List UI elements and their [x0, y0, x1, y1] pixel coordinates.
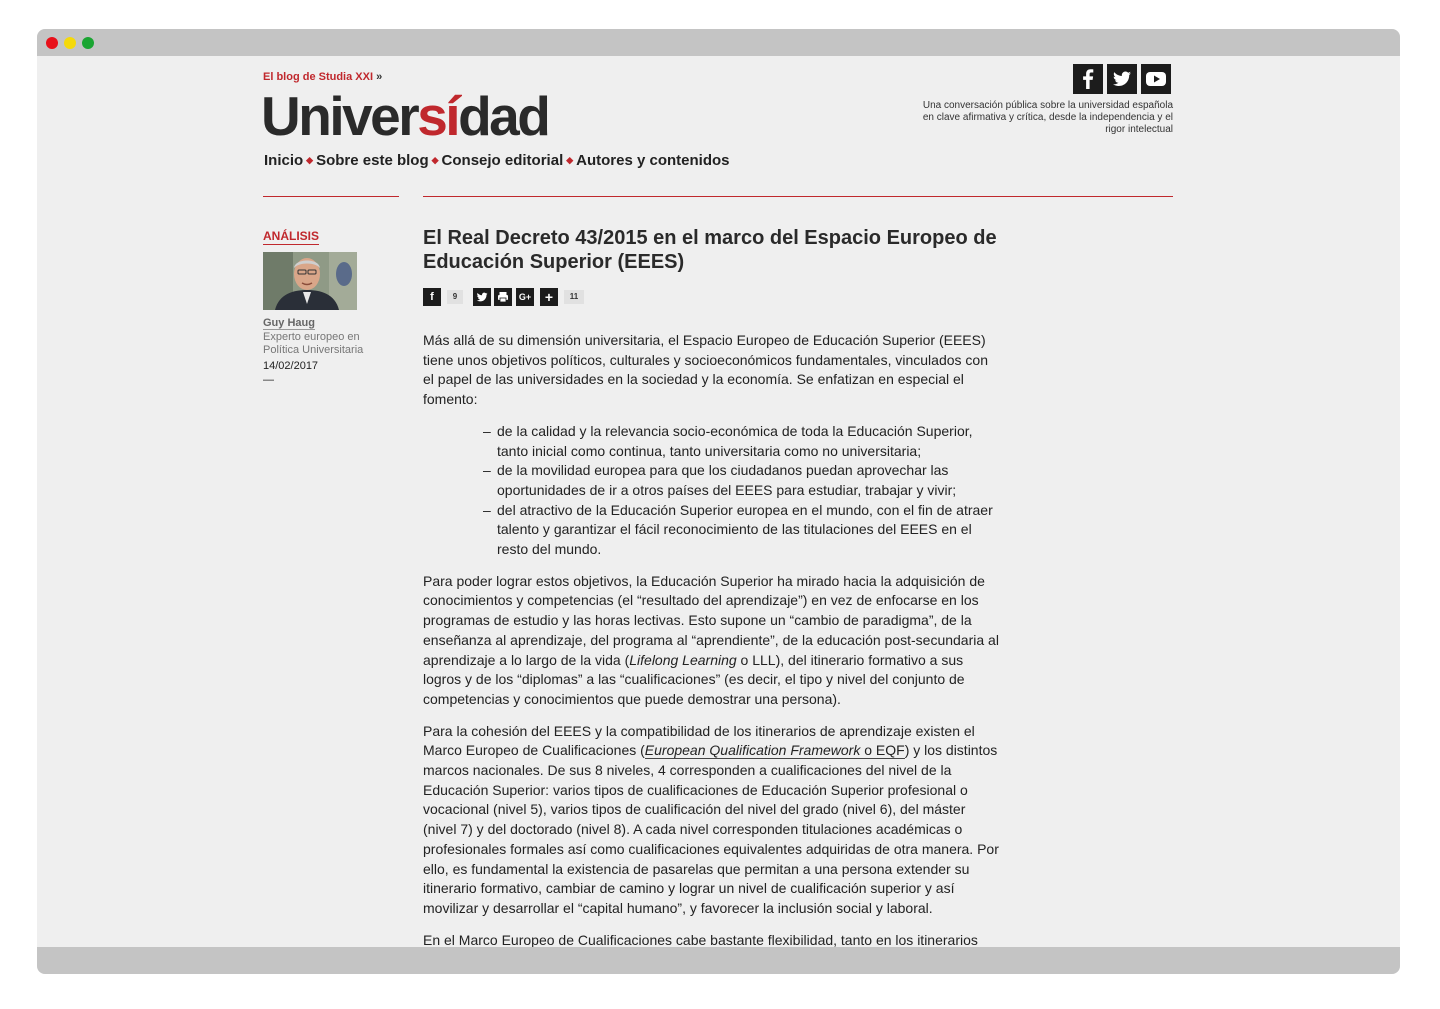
nav-item-consejo-editorial[interactable]: Consejo editorial: [441, 152, 564, 169]
share-google-plus-icon[interactable]: G+: [516, 288, 534, 306]
nav-separator: ◆: [431, 155, 439, 165]
list-item: – de la calidad y la relevancia socio-económica de toda la Educación Superior, tanto inicial como continua, tanto universitaria como no universitaria;: [483, 422, 999, 461]
date-dash: —: [263, 374, 274, 386]
paragraph-text: Para poder lograr estos objetivos, la Educación Superior ha mirado hacia la adquisición de conocimientos y competencias (el “resultado del aprendizaje”) en vez de enfocarse en los programas de estudio y las horas lectivas. Esto supone un “cambio de paradigma”, de la enseñanza al aprendizaje, del programa al “aprendiente”, de la educación post-secundaria al aprendizaje a lo largo de la vida (: [423, 572, 999, 668]
window-bottom-bar: [37, 947, 1400, 974]
raquo-glyph: »: [376, 71, 383, 83]
article-paragraph-2: [423, 572, 999, 710]
list-item: – del atractivo de la Educación Superior europea en el mundo, con el fin de atraer talento y garantizar el fácil reconocimiento de las titulaciones del EEES en el resto del mundo.: [483, 501, 999, 560]
nav-separator: ◆: [566, 155, 574, 165]
nav-item-autores-y-contenidos[interactable]: Autores y contenidos: [576, 152, 730, 169]
logo-text-accent: sí: [417, 85, 459, 147]
author-name[interactable]: Guy Haug: [263, 317, 315, 329]
share-twitter-icon[interactable]: [473, 288, 491, 306]
logo-text-end: dad: [458, 85, 549, 147]
section-label[interactable]: ANÁLISIS: [263, 229, 320, 243]
nav-item-inicio[interactable]: Inicio: [264, 152, 304, 169]
article-title: El Real Decreto 43/2015 en el marco del Espacio Europeo de Educación Superior (EEES): [423, 227, 997, 273]
nav-item-sobre-este-blog[interactable]: Sobre este blog: [316, 152, 429, 169]
paragraph-text: Para la cohesión del EEES y la compatibilidad de los itinerarios de aprendizaje existen el Marco Europeo de Cualificaciones (: [423, 722, 975, 759]
lifelong-learning-term: Lifelong Learning: [629, 651, 737, 668]
article-paragraph-3: [423, 722, 999, 919]
twitter-icon[interactable]: [1107, 64, 1137, 94]
window-titlebar: [37, 29, 1400, 56]
share-facebook-icon[interactable]: f: [423, 288, 441, 306]
share-plus-icon[interactable]: +: [540, 288, 558, 306]
post-date: 14/02/2017: [263, 360, 319, 372]
main-nav: [264, 152, 730, 169]
blog-of-label[interactable]: El blog de Studia XXI: [263, 71, 374, 83]
nav-separator: ◆: [306, 155, 314, 165]
maximize-window-button[interactable]: [82, 37, 94, 49]
eqf-link-abbr: o EQF: [860, 742, 905, 759]
main-divider: [423, 196, 1173, 197]
article-body: [423, 331, 999, 947]
article-paragraph-4: En el Marco Europeo de Cualificaciones cabe bastante flexibilidad, tanto en los itinerarios: [423, 931, 978, 947]
blog-of-link[interactable]: [263, 71, 382, 83]
minimize-window-button[interactable]: [64, 37, 76, 49]
youtube-icon[interactable]: [1141, 64, 1171, 94]
browser-window: [37, 29, 1400, 974]
share-count-total: 11: [564, 290, 584, 304]
page-content: [37, 56, 1400, 947]
share-count-facebook: 9: [447, 290, 463, 304]
objectives-list: [423, 422, 999, 560]
logo-text-start: Univer: [261, 85, 418, 147]
facebook-icon[interactable]: [1073, 64, 1103, 94]
site-tagline: Una conversación pública sobre la universidad española en clave afirmativa y crítica, desde la independencia y el rigor intelectual: [922, 100, 1173, 135]
site-logo[interactable]: [261, 86, 548, 146]
close-window-button[interactable]: [46, 37, 58, 49]
paragraph-text: ) y los distintos marcos nacionales. De sus 8 niveles, 4 corresponden a cualificaciones del nivel de la Educación Superior: varios tipos de cualificaciones de Educación Superior profesional o vocacional (nivel 5), varios tipos de cualificación del nivel del grado (nivel 6), del máster (nivel 7) y del doctorado (nivel 8). A cada nivel corresponden titulaciones académicas o profesionales formales así como cualificaciones equivalentes adquiridas de otra manera. Por ello, es fundamental la existencia de pasarelas que permitan a una persona extender su itinerario formativo, cambiar de camino y lograr un nivel de cualificación superior y así movilizar y desarrollar el “capital humano”, y favorecer la inclusión social y laboral.: [423, 742, 999, 916]
author-role: Experto europeo en Política Universitaria: [263, 331, 364, 356]
author-photo[interactable]: [263, 252, 357, 310]
eqf-link-label: European Qualification Framework: [644, 742, 861, 759]
list-item: – de la movilidad europea para que los ciudadanos puedan aprovechar las oportunidades de ir a otros países del EEES para estudiar, trabajar y vivir;: [483, 461, 999, 500]
eqf-link[interactable]: [645, 742, 905, 759]
share-print-icon[interactable]: [494, 288, 512, 306]
paragraph-text: o LLL), del itinerario formativo a sus logros y de los “diplomas” a las “cualificaciones” (es decir, el tipo y nivel del conjunto de competencias y conocimientos que puede demostrar una persona).: [423, 651, 965, 707]
article-paragraph-1: Más allá de su dimensión universitaria, el Espacio Europeo de Educación Superior (EEES) tiene unos objetivos políticos, culturales y socioeconómicos fundamentales, vinculados con el papel de las universidades en la sociedad y la economía. Se enfatizan en especial el fomento:: [423, 332, 988, 408]
sidebar-divider: [263, 196, 399, 197]
